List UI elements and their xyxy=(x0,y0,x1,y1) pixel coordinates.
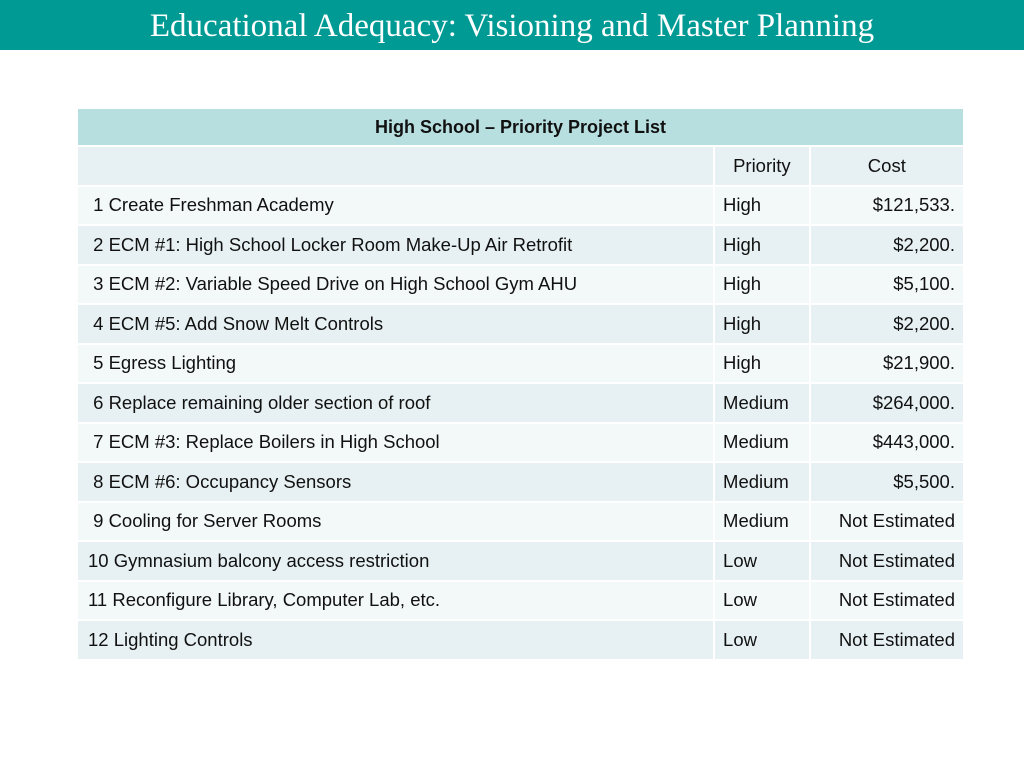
cost-cell: Not Estimated xyxy=(810,581,964,621)
priority-cell: Medium xyxy=(714,383,810,423)
cost-cell: $2,200. xyxy=(810,304,964,344)
cost-cell: $121,533. xyxy=(810,186,964,226)
table-caption: High School – Priority Project List xyxy=(77,108,964,146)
cost-cell: Not Estimated xyxy=(810,502,964,542)
project-cell: 2 ECM #1: High School Locker Room Make-Up Air Retrofit xyxy=(77,225,714,265)
header-cost: Cost xyxy=(810,146,964,186)
table-row xyxy=(77,423,964,463)
project-cell: 9 Cooling for Server Rooms xyxy=(77,502,714,542)
project-cell: 10 Gymnasium balcony access restriction xyxy=(77,541,714,581)
cost-cell: $5,100. xyxy=(810,265,964,305)
cost-cell: Not Estimated xyxy=(810,541,964,581)
project-cell: 5 Egress Lighting xyxy=(77,344,714,384)
slide-title: Educational Adequacy: Visioning and Master Planning xyxy=(0,0,1024,50)
priority-cell: Low xyxy=(714,581,810,621)
project-cell: 8 ECM #6: Occupancy Sensors xyxy=(77,462,714,502)
priority-cell: Low xyxy=(714,620,810,660)
project-cell: 6 Replace remaining older section of roof xyxy=(77,383,714,423)
priority-cell: Medium xyxy=(714,423,810,463)
project-cell: 4 ECM #5: Add Snow Melt Controls xyxy=(77,304,714,344)
cost-cell: $21,900. xyxy=(810,344,964,384)
project-cell: 1 Create Freshman Academy xyxy=(77,186,714,226)
priority-cell: Medium xyxy=(714,462,810,502)
table-row xyxy=(77,581,964,621)
column-header-row xyxy=(77,146,964,186)
table-row xyxy=(77,225,964,265)
table-row xyxy=(77,265,964,305)
cost-cell: Not Estimated xyxy=(810,620,964,660)
project-cell: 11 Reconfigure Library, Computer Lab, etc. xyxy=(77,581,714,621)
project-cell: 7 ECM #3: Replace Boilers in High School xyxy=(77,423,714,463)
table-row xyxy=(77,186,964,226)
cost-cell: $264,000. xyxy=(810,383,964,423)
priority-cell: Low xyxy=(714,541,810,581)
priority-project-table xyxy=(76,107,965,661)
cost-cell: $5,500. xyxy=(810,462,964,502)
table-row xyxy=(77,344,964,384)
priority-cell: High xyxy=(714,304,810,344)
priority-cell: High xyxy=(714,344,810,384)
priority-cell: High xyxy=(714,265,810,305)
table-row xyxy=(77,462,964,502)
header-priority: Priority xyxy=(714,146,810,186)
table-row xyxy=(77,304,964,344)
table-row xyxy=(77,541,964,581)
header-project xyxy=(77,146,714,186)
project-cell: 3 ECM #2: Variable Speed Drive on High School Gym AHU xyxy=(77,265,714,305)
priority-cell: High xyxy=(714,186,810,226)
cost-cell: $2,200. xyxy=(810,225,964,265)
table-row xyxy=(77,383,964,423)
table-row xyxy=(77,502,964,542)
table-row xyxy=(77,620,964,660)
priority-cell: High xyxy=(714,225,810,265)
priority-cell: Medium xyxy=(714,502,810,542)
project-cell: 12 Lighting Controls xyxy=(77,620,714,660)
cost-cell: $443,000. xyxy=(810,423,964,463)
